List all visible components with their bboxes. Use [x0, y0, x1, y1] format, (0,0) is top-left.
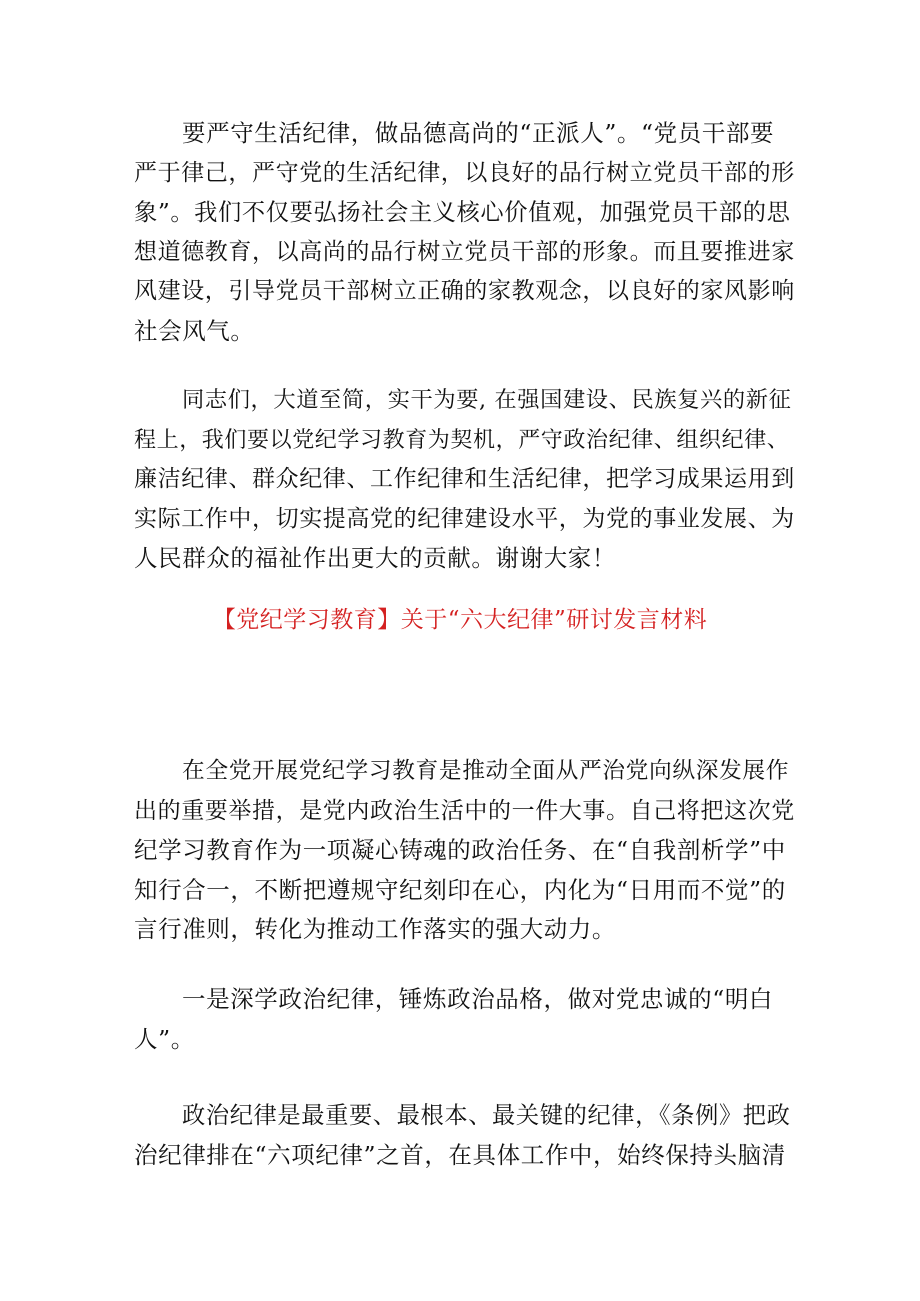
text-line: 廉洁纪律、群众纪律、工作纪律和生活纪律，把学习成果运用到	[134, 466, 795, 492]
text-line: 人民群众的福祉作出更大的贡献。谢谢大家！	[134, 544, 616, 572]
paragraph-introduction	[134, 752, 794, 950]
section-heading: 【党纪学习教育】关于“六大纪律”研讨发言材料	[212, 607, 708, 633]
text-line: 人”。	[134, 1024, 195, 1053]
text-line: 要严守生活纪律，做品德高尚的“正派人”。“党员干部要	[182, 119, 775, 147]
text-line: 政治纪律是最重要、最根本、最关键的纪律，《条例》把政	[182, 1102, 791, 1129]
text-line: 同志们，大道至简，实干为要, 在强国建设、民族复兴的新征	[182, 387, 792, 413]
text-line: 实际工作中，切实提高党的纪律建设水平，为党的事业发展、为	[134, 505, 795, 532]
paragraph-closing-remarks	[134, 381, 794, 579]
text-line: 严于律己，严守党的生活纪律，以良好的品行树立党员干部的形	[134, 159, 795, 186]
text-line: 知行合一，不断把遵规守纪刻印在心，内化为“日用而不觉”的	[134, 875, 786, 904]
text-line: 风建设，引导党员干部树立正确的家教观念，以良好的家风影响	[134, 278, 795, 304]
text-line: 社会风气。	[134, 316, 255, 345]
text-line: 纪学习教育作为一项凝心铸魂的政治任务、在“自我剖析学”中	[134, 836, 786, 864]
text-line: 程上，我们要以党纪学习教育为契机，严守政治纪律、组织纪律、	[134, 427, 790, 453]
text-line: 治纪律排在“六项纪律”之首，在具体工作中，始终保持头脑清	[134, 1140, 786, 1169]
text-line: 出的重要举措，是党内政治生活中的一件大事。自己将把这次党	[134, 797, 795, 824]
paragraph-point-one	[134, 980, 794, 1059]
paragraph-political-discipline	[134, 1096, 794, 1175]
text-line: 一是深学政治纪律，锤炼政治品格，做对党忠诚的“明白	[182, 985, 774, 1013]
text-line: 言行准则，转化为推动工作落实的强大动力。	[134, 915, 616, 943]
text-line: 想道德教育，以高尚的品行树立党员干部的形象。而且要推进家	[134, 238, 795, 265]
text-line: 在全党开展党纪学习教育是推动全面从严治党向纵深发展作	[182, 758, 790, 784]
paragraph-living-discipline	[134, 114, 794, 351]
text-line: 象”。我们不仅要弘扬社会主义核心价值观，加强党员干部的思	[134, 199, 791, 226]
